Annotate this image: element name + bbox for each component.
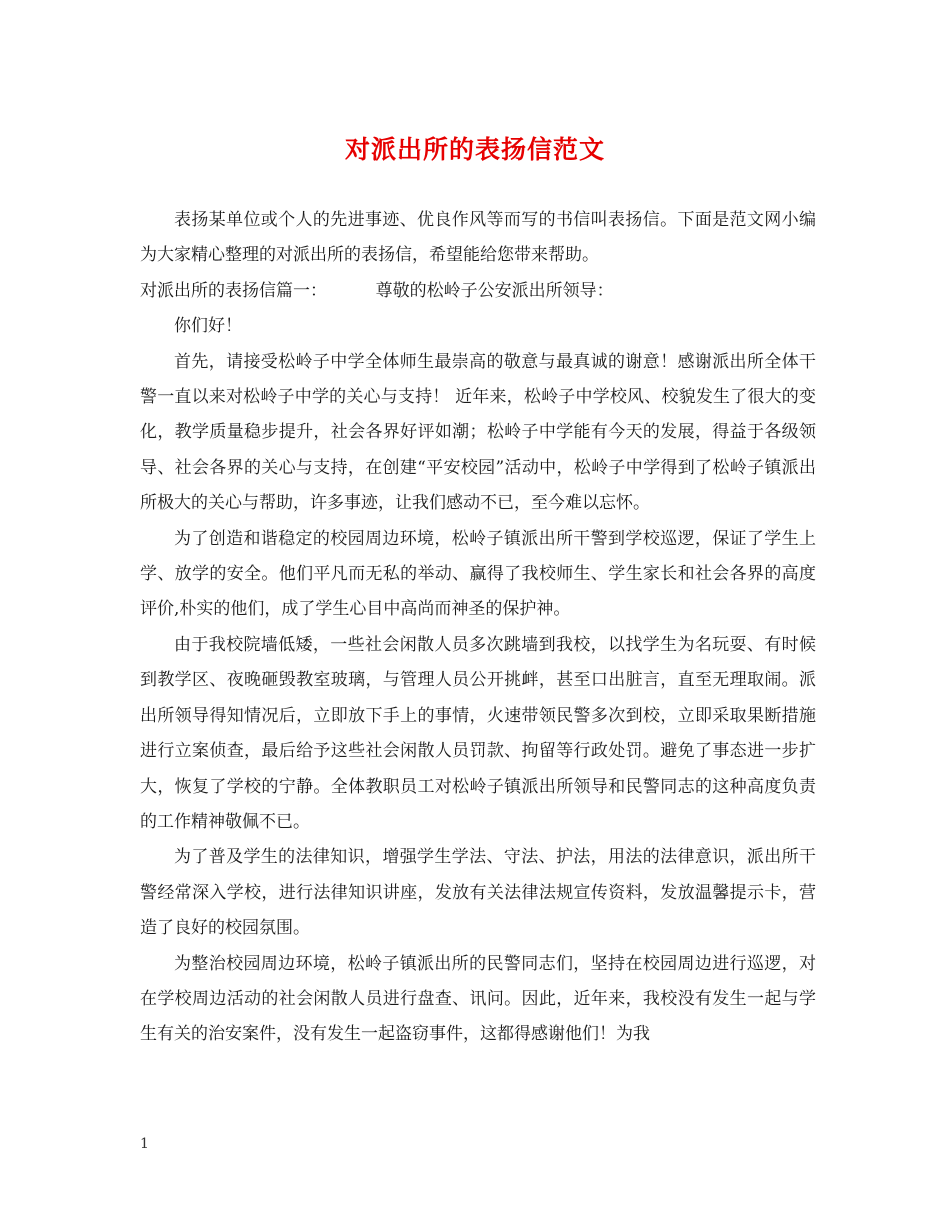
- letter-heading: 对派出所的表扬信篇一：: [140, 280, 327, 301]
- letter-salutation: 尊敬的松岭子公安派出所领导：: [375, 280, 614, 301]
- intro-paragraph: 表扬某单位或个人的先进事迹、优良作风等而写的书信叫表扬信。下面是范文网小编为大家精心整理的对派出所的表扬信，希望能给您带来帮助。: [140, 210, 816, 266]
- page-number: 1: [140, 1136, 149, 1152]
- greeting-paragraph: 你们好！: [174, 316, 242, 337]
- body-paragraph: 首先，请接受松岭子中学全体师生最崇高的敬意与最真诚的谢意！感谢派出所全体干警一直以来对松岭子中学的关心与支持！ 近年来，松岭子中学校风、校貌发生了很大的变化，教学质量稳步提升，社会各界好评如潮；松岭子中学能有今天的发展，得益于各级领导、社会各界的关心与支持，在创建“平安校园”活动中，松岭子中学得到了松岭子镇派出所极大的关心与帮助，许多事迹，让我们感动不已，至今难以忘怀。: [140, 351, 816, 514]
- document-body: [140, 203, 816, 1053]
- heading-line: [140, 274, 816, 309]
- body-paragraph: 由于我校院墙低矮，一些社会闲散人员多次跳墙到我校，以找学生为名玩耍、有时候到教学区、夜晚砸毁教室玻璃，与管理人员公开挑衅，甚至口出脏言，直至无理取闹。派出所领导得知情况后，立即放下手上的事情，火速带领民警多次到校，立即采取果断措施进行立案侦查，最后给予这些社会闲散人员罚款、拘留等行政处罚。避免了事态进一步扩大，恢复了学校的宁静。全体教职员工对松岭子镇派出所领导和民警同志的这种高度负责的工作精神敬佩不已。: [140, 634, 816, 832]
- body-paragraph: 为了普及学生的法律知识，增强学生学法、守法、护法，用法的法律意识，派出所干警经常深入学校，进行法律知识讲座，发放有关法律法规宣传资料，发放温馨提示卡，营造了良好的校园氛围。: [140, 847, 816, 939]
- document-title: 对派出所的表扬信范文: [344, 135, 605, 164]
- body-paragraph: 为了创造和谐稳定的校园周边环境，松岭子镇派出所干警到学校巡逻，保证了学生上学、放学的安全。他们平凡而无私的举动、赢得了我校师生、学生家长和社会各界的高度评价,朴实的他们，成了学生心目中高尚而神圣的保护神。: [140, 528, 816, 620]
- body-paragraph: 为整治校园周边环境，松岭子镇派出所的民警同志们，坚持在校园周边进行巡逻，对在学校周边活动的社会闲散人员进行盘查、讯问。因此，近年来，我校没有发生一起与学生有关的治安案件，没有发生一起盗窃事件，这都得感谢他们！为我: [140, 953, 816, 1045]
